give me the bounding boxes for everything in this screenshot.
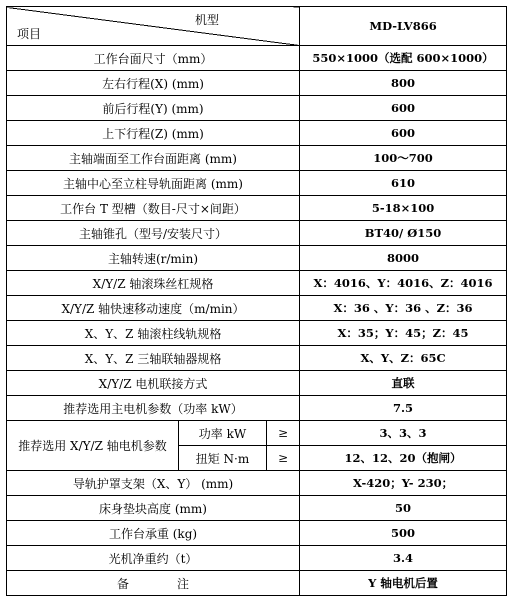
row-label: X/Y/Z 电机联接方式 (7, 371, 300, 396)
row-label: 床身垫块高度 (mm) (7, 496, 300, 521)
row-label: 工作台 T 型槽（数目-尺寸×间距） (7, 196, 300, 221)
axis-motor-sub-op: ≥ (267, 446, 300, 471)
table-row (7, 46, 507, 71)
row-value: 3.4 (300, 546, 507, 571)
table-row (7, 521, 507, 546)
table-row (7, 471, 507, 496)
axis-motor-sub-value: 3、3、3 (300, 421, 507, 446)
table-row (7, 421, 507, 446)
row-label: 主轴端面至工作台面距离 (mm) (7, 146, 300, 171)
table-row (7, 96, 507, 121)
row-label: 光机净重约（t） (7, 546, 300, 571)
axis-motor-label: 推荐选用 X/Y/Z 轴电机参数 (7, 421, 179, 471)
table-row (7, 196, 507, 221)
row-label: 主轴中心至立柱导轨面距离 (mm) (7, 171, 300, 196)
table-row (7, 546, 507, 571)
table-row (7, 371, 507, 396)
table-row (7, 121, 507, 146)
table-row (7, 271, 507, 296)
row-value: X-420；Y- 230； (300, 471, 507, 496)
row-value: 600 (300, 121, 507, 146)
note-label-right: 注 (177, 576, 190, 591)
row-value: 直联 (300, 371, 507, 396)
row-value: 500 (300, 521, 507, 546)
table-row (7, 346, 507, 371)
corner-bottom-label: 项目 (17, 27, 42, 41)
table-row (7, 71, 507, 96)
row-label: 左右行程(X) (mm) (7, 71, 300, 96)
table-row (7, 321, 507, 346)
spec-table (6, 6, 507, 596)
corner-top-label: 机型 (195, 13, 220, 27)
row-label: 工作台承重 (kg) (7, 521, 300, 546)
row-value: 8000 (300, 246, 507, 271)
table-row (7, 246, 507, 271)
axis-motor-sub-name: 功率 kW (179, 421, 267, 446)
table-row (7, 146, 507, 171)
row-value: 550×1000（选配 600×1000） (300, 46, 507, 71)
table-row (7, 296, 507, 321)
row-label: 导轨护罩支架（X、Y） (mm) (7, 471, 300, 496)
row-value: X：35；Y：45；Z：45 (300, 321, 507, 346)
model-name: MD-LV866 (300, 7, 507, 46)
row-label: 上下行程(Z) (mm) (7, 121, 300, 146)
row-value: 610 (300, 171, 507, 196)
note-label-left: 备 (117, 576, 130, 591)
note-label-cell (7, 571, 300, 596)
row-label: X/Y/Z 轴快速移动速度（m/min） (7, 296, 300, 321)
row-value: BT40/ Ø150 (300, 221, 507, 246)
row-label: 推荐选用主电机参数（功率 kW） (7, 396, 300, 421)
row-value: 50 (300, 496, 507, 521)
row-label: 工作台面尺寸（mm） (7, 46, 300, 71)
table-row (7, 496, 507, 521)
axis-motor-sub-op: ≥ (267, 421, 300, 446)
row-value: 600 (300, 96, 507, 121)
row-value: X、Y、Z：65C (300, 346, 507, 371)
row-label: X、Y、Z 轴滚柱线轨规格 (7, 321, 300, 346)
row-label: X/Y/Z 轴滚珠丝杠规格 (7, 271, 300, 296)
row-value: 5-18×100 (300, 196, 507, 221)
table-row (7, 396, 507, 421)
table-row (7, 171, 507, 196)
row-label: X、Y、Z 三轴联轴器规格 (7, 346, 300, 371)
header-row (7, 7, 507, 46)
row-label: 主轴转速(r/min) (7, 246, 300, 271)
row-value: 800 (300, 71, 507, 96)
row-label: 主轴锥孔（型号/安装尺寸） (7, 221, 300, 246)
row-value: 100～700 (300, 146, 507, 171)
table-row (7, 571, 507, 596)
corner-cell (7, 7, 300, 46)
note-value: Y 轴电机后置 (300, 571, 507, 596)
row-value: 7.5 (300, 396, 507, 421)
axis-motor-sub-value: 12、12、20（抱闸） (300, 446, 507, 471)
row-label: 前后行程(Y) (mm) (7, 96, 300, 121)
row-value: X：36 、Y：36 、Z：36 (300, 296, 507, 321)
axis-motor-sub-name: 扭矩 N·m (179, 446, 267, 471)
row-value: X：4016、Y：4016、Z：4016 (300, 271, 507, 296)
table-row (7, 221, 507, 246)
